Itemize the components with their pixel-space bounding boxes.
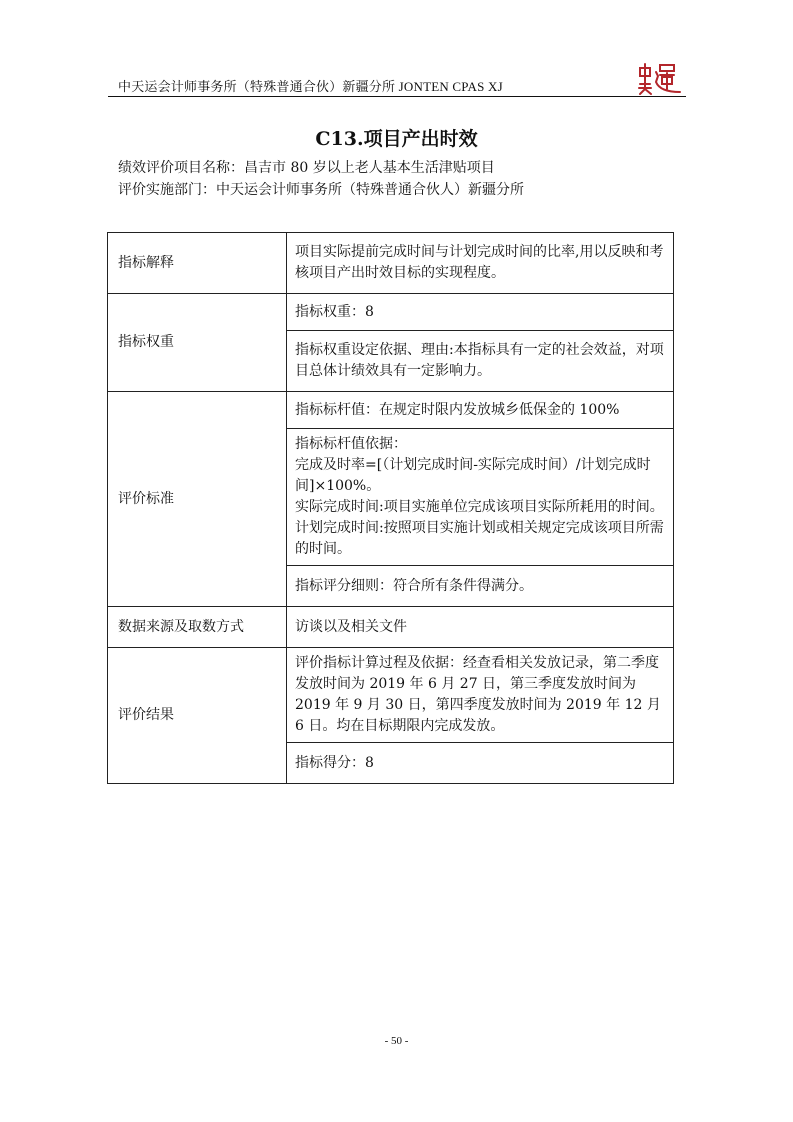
standard-scoring: 指标评分细则：符合所有条件得满分。 [287, 566, 674, 607]
source-text: 访谈以及相关文件 [287, 607, 674, 648]
page-number: - 50 - [384, 1035, 409, 1047]
table-row-source [108, 607, 674, 648]
standard-basis-planned: 计划完成时间:按照项目实施计划或相关规定完成该项目所需的时间。 [295, 520, 664, 557]
project-name-line: 绩效评价项目名称：昌吉市 80 岁以上老人基本生活津贴项目 [118, 160, 495, 176]
standard-basis-cell [287, 429, 674, 566]
page-title: C13.项目产出时效 [315, 128, 478, 150]
header-rule [108, 96, 686, 97]
label-source: 数据来源及取数方式 [108, 607, 287, 648]
label-result: 评价结果 [108, 648, 287, 784]
standard-basis-actual: 实际完成时间:项目实施单位完成该项目实际所耗用的时间。 [295, 499, 664, 515]
table-row-weight-value [108, 294, 674, 331]
table-row-standard-benchmark [108, 392, 674, 429]
weight-basis: 指标权重设定依据、理由:本指标具有一定的社会效益，对项目总体计绩效具有一定影响力。 [287, 331, 674, 392]
table-row-explanation [108, 233, 674, 294]
firm-logo-icon [636, 62, 682, 96]
label-explanation: 指标解释 [108, 233, 287, 294]
result-process: 评价指标计算过程及依据：经查看相关发放记录，第二季度发放时间为 2019 年 6 月 27 日，第三季度发放时间为 2019 年 9 月 30 日，第四季度发放时间为 2019 年 12 月 6 日。均在目标期限内完成发放。 [287, 648, 674, 743]
explanation-text: 项目实际提前完成时间与计划完成时间的比率,用以反映和考核项目产出时效目标的实现程度。 [287, 233, 674, 294]
weight-value: 指标权重：8 [287, 294, 674, 331]
standard-benchmark: 指标标杆值：在规定时限内发放城乡低保金的 100% [287, 392, 674, 429]
label-standard: 评价标准 [108, 392, 287, 607]
table-row-result-process [108, 648, 674, 743]
indicator-table [107, 232, 674, 784]
standard-basis-title: 指标标杆值依据： [295, 436, 407, 452]
label-weight: 指标权重 [108, 294, 287, 392]
result-score: 指标得分：8 [287, 743, 674, 784]
evaluation-dept-line: 评价实施部门：中天运会计师事务所（特殊普通合伙人）新疆分所 [118, 182, 524, 198]
standard-basis-formula: 完成及时率=[（计划完成时间-实际完成时间）/计划完成时间]×100%。 [295, 457, 651, 494]
page-header-text: 中天运会计师事务所（特殊普通合伙）新疆分所 JONTEN CPAS XJ [118, 79, 503, 94]
